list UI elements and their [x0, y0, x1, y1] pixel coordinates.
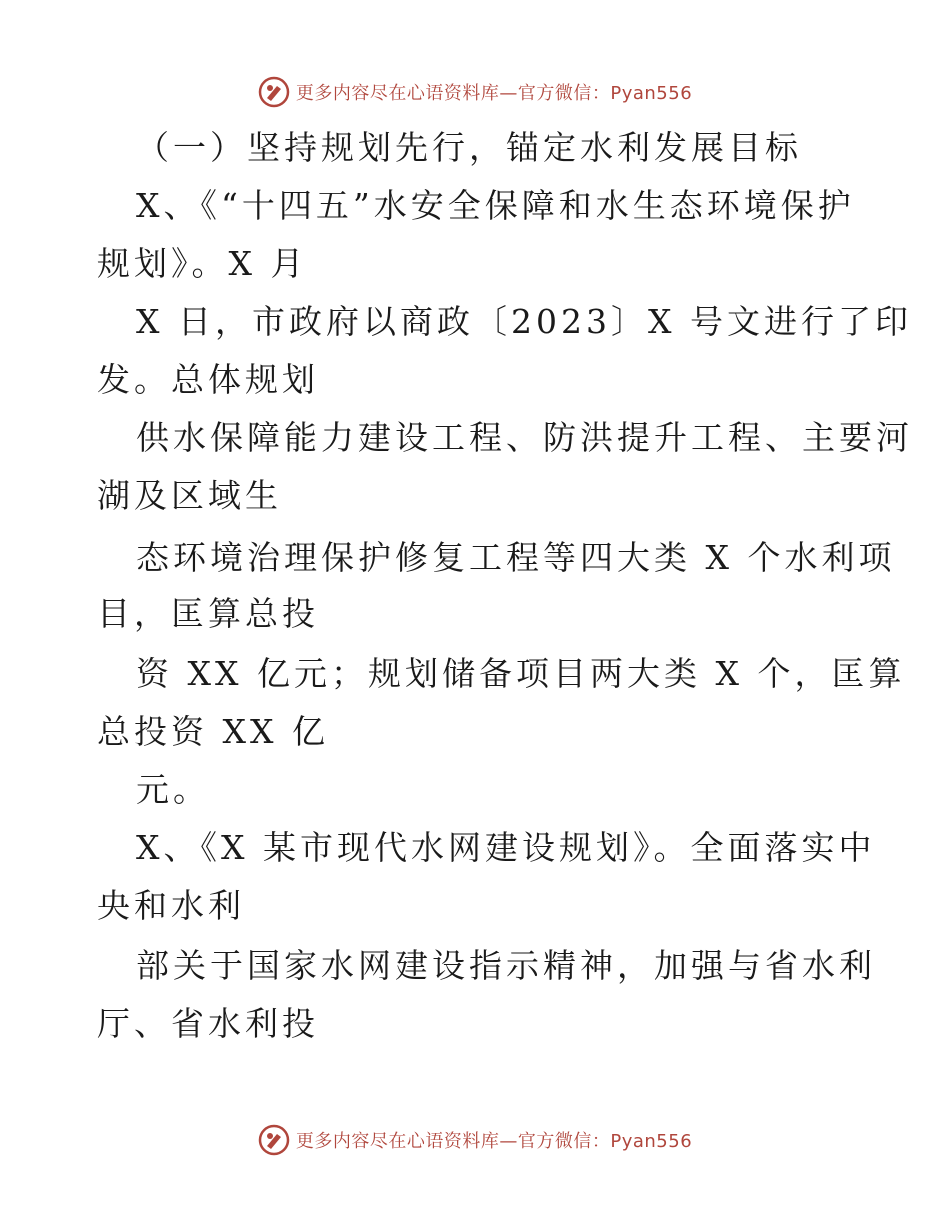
paragraph-line: 发。总体规划 [97, 360, 319, 399]
paragraph-line: 总投资 XX 亿 [97, 712, 329, 751]
paragraph-line: 央和水利 [97, 886, 245, 925]
paragraph-line: 规划》。X 月 [97, 244, 308, 283]
watermark-text: 更多内容尽在心语资料库—官方微信：Pyan556 [295, 83, 693, 104]
paragraph-line: 元。 [136, 770, 210, 809]
paragraph-line: 湖及区域生 [97, 476, 282, 515]
paragraph-line: 厅、省水利投 [97, 1004, 319, 1043]
paragraph-line: 态环境治理保护修复工程等四大类 X 个水利项 [136, 538, 896, 577]
watermark-header [0, 72, 950, 112]
paragraph-line: 供水保障能力建设工程、防洪提升工程、主要河 [136, 418, 913, 457]
paragraph-line: 资 XX 亿元；规划储备项目两大类 X 个，匡算 [136, 654, 906, 693]
paragraph-line: 目，匡算总投 [97, 594, 319, 633]
watermark-footer [0, 1120, 950, 1160]
seal-logo-icon [258, 76, 290, 108]
section-heading: （一）坚持规划先行，锚定水利发展目标 [136, 128, 802, 167]
seal-logo-icon [258, 1124, 290, 1156]
watermark-text: 更多内容尽在心语资料库—官方微信：Pyan556 [295, 1131, 693, 1152]
paragraph-line: X 日，市政府以商政〔2023〕X 号文进行了印 [136, 302, 912, 341]
paragraph-line: X、《X 某市现代水网建设规划》。全面落实中 [136, 828, 876, 867]
paragraph-line: X、《“十四五”水安全保障和水生态环境保护 [136, 186, 855, 225]
paragraph-line: 部关于国家水网建设指示精神，加强与省水利 [136, 946, 876, 985]
